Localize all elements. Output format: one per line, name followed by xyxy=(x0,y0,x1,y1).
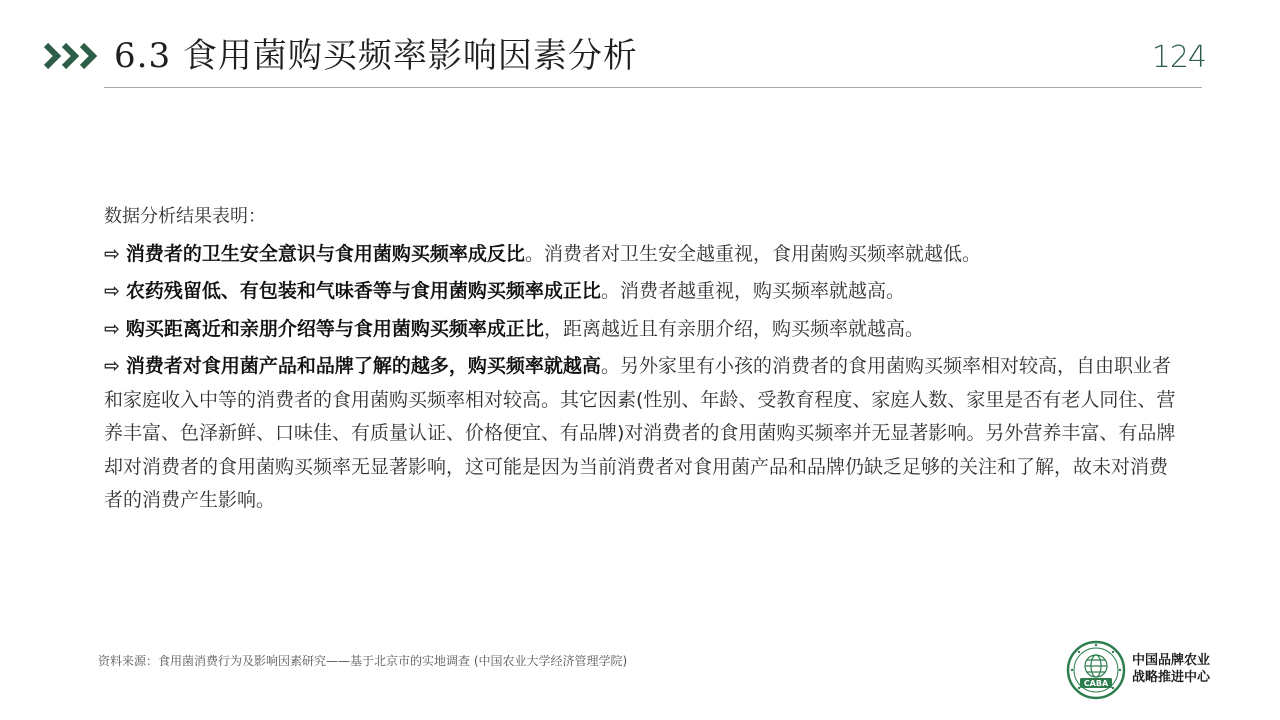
intro-text: 数据分析结果表明： xyxy=(104,206,266,227)
caba-seal-logo xyxy=(1066,640,1126,700)
triple-chevron-icon xyxy=(44,42,104,70)
finding-bold: 消费者的卫生安全意识与食用菌购买频率成反比 xyxy=(125,242,525,265)
page-title: 6.3 食用菌购买频率影响因素分析 xyxy=(114,36,638,76)
logo-line-1: 中国品牌农业 xyxy=(1132,653,1211,668)
hollow-arrow-icon: ⇨ xyxy=(104,242,120,265)
hollow-arrow-icon: ⇨ xyxy=(104,355,120,377)
logo-seal-text: CABA xyxy=(1083,679,1109,688)
finding-text: 。消费者对卫生安全越重视，食用菌购买频率就越低。 xyxy=(524,242,981,265)
finding-text: 。消费者越重视，购买频率就越高。 xyxy=(600,280,905,302)
page-number: 124 xyxy=(1151,40,1206,75)
finding-item xyxy=(104,350,1184,518)
hollow-arrow-icon: ⇨ xyxy=(104,280,120,302)
finding-item xyxy=(104,238,1184,272)
content-body xyxy=(104,200,1184,522)
finding-item xyxy=(104,275,1184,309)
finding-bold: 消费者对食用菌产品和品牌了解的越多，购买频率就越高 xyxy=(125,355,601,377)
hollow-arrow-icon: ⇨ xyxy=(104,317,120,340)
finding-bold: 购买距离近和亲朋介绍等与食用菌购买频率成正比 xyxy=(125,317,544,340)
finding-text: 。另外家里有小孩的消费者的食用菌购买频率相对较高，自由职业者和家庭收入中等的消费者的食用菌购买频率相对较高。其它因素(性别、年龄、受教育程度、家庭人数、家里是否有老人同住、营养丰富、色泽新鲜、口味佳、有质量认证、价格便宜、有品牌)对消费者的食用菌购买频率并无显著影响。另外营养丰富、有品牌却对消费者的食用菌购买频率无显著影响，这可能是因为当前消费者对食用菌产品和品牌仍缺乏足够的关注和了解，故未对消费者的消费产生影响。 xyxy=(104,355,1176,511)
header-divider xyxy=(104,87,1202,88)
finding-item xyxy=(104,313,1184,347)
finding-text: ，距离越近且有亲朋介绍，购买频率就越高。 xyxy=(543,317,924,340)
source-citation: 资料来源：食用菌消费行为及影响因素研究——基于北京市的实地调查 (中国农业大学经济管理学院) xyxy=(98,654,628,668)
finding-bold: 农药残留低、有包装和气味香等与食用菌购买频率成正比 xyxy=(125,280,601,302)
organization-logo-text xyxy=(1132,652,1210,686)
logo-line-2: 战略推进中心 xyxy=(1132,670,1211,685)
